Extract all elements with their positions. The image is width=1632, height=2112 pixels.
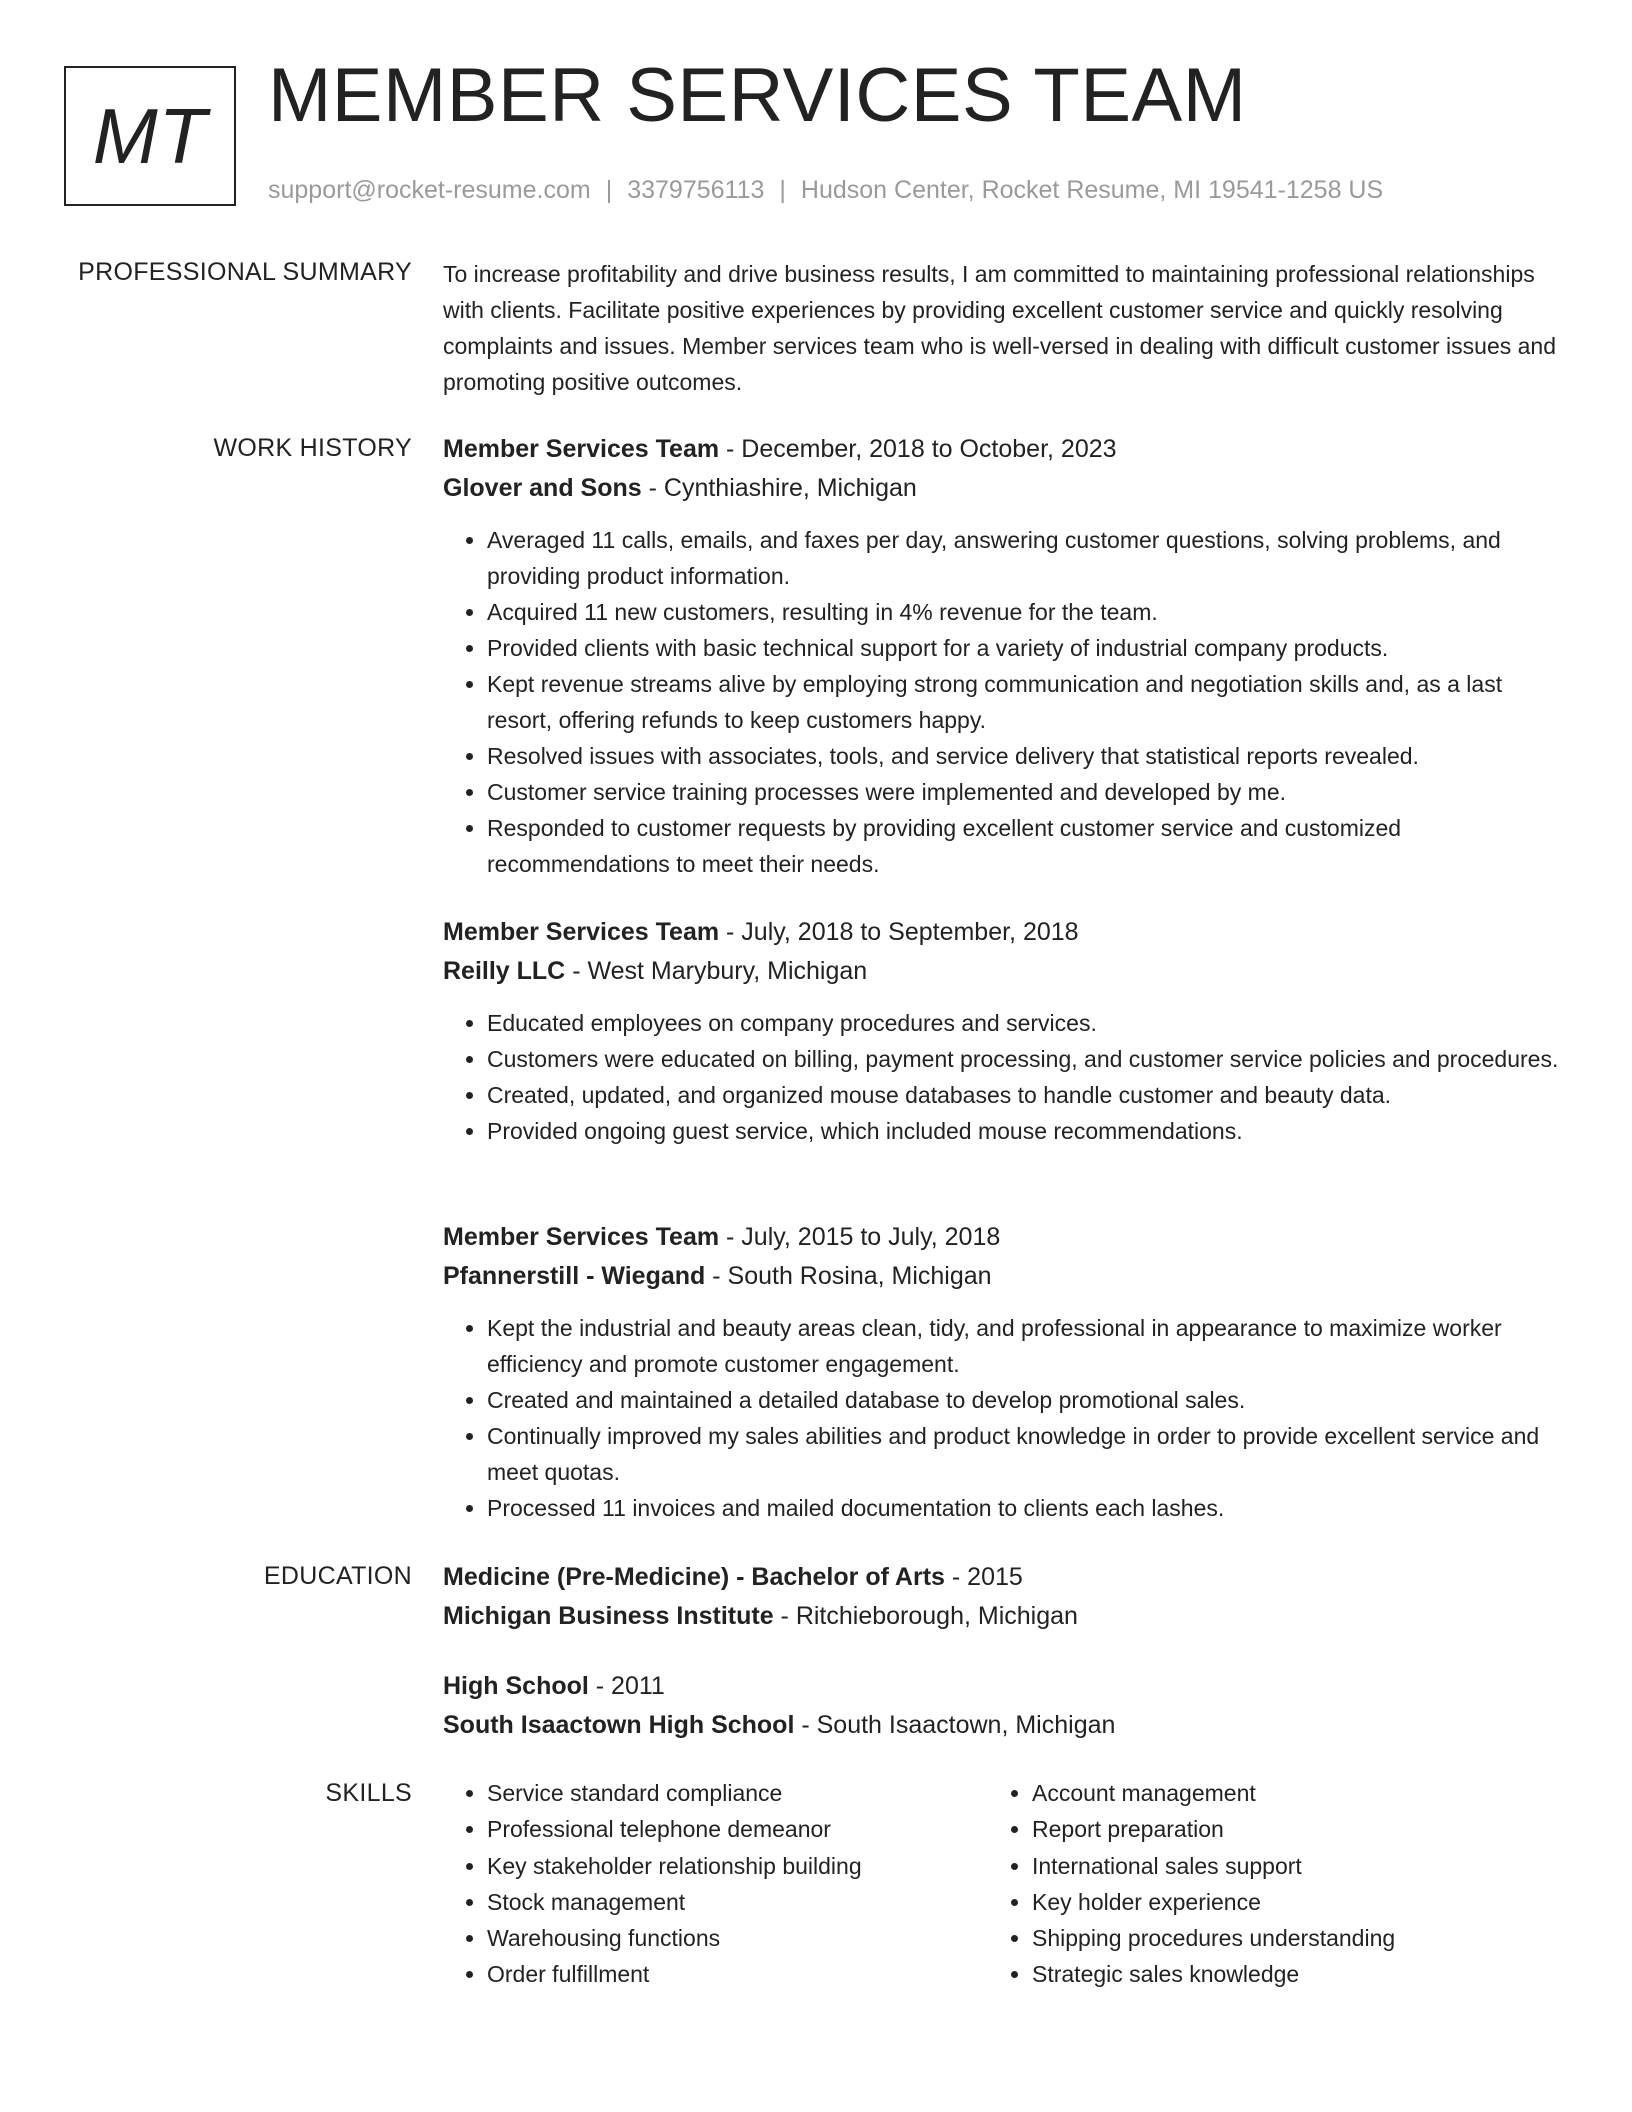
job-company: Pfannerstill - Wiegand — [443, 1262, 706, 1290]
education-school-line — [443, 1706, 1563, 1745]
education-school: Michigan Business Institute — [443, 1602, 774, 1630]
job-bullet: • Averaged 11 calls, emails, and faxes per day, answering customer questions, solving problems, and providing product information. — [487, 522, 1563, 594]
job-company: Glover and Sons — [443, 474, 642, 502]
job-bullets — [443, 1005, 1563, 1149]
skill-item: • Warehousing functions — [487, 1920, 983, 1956]
job-bullets — [443, 1310, 1563, 1526]
job-title-line — [443, 1218, 1563, 1257]
job-location: - South Rosina, Michigan — [705, 1262, 992, 1290]
education-year: - 2011 — [588, 1672, 665, 1700]
job-company-line — [443, 952, 1563, 991]
skills-list — [988, 1775, 1548, 1993]
skill-item: • Stock management — [487, 1884, 983, 1920]
contact-separator: | — [779, 176, 786, 204]
job-bullet: • Kept the industrial and beauty areas clean, tidy, and professional in appearance to maximize worker efficiency and promote customer engagement. — [487, 1310, 1563, 1382]
job-dates: - December, 2018 to October, 2023 — [719, 435, 1117, 463]
job-title: Member Services Team — [443, 918, 720, 946]
job-bullet: • Responded to customer requests by providing excellent customer service and customized recommendations to meet their needs. — [487, 810, 1563, 882]
education-school: South Isaactown High School — [443, 1711, 795, 1739]
job-bullet: • Processed 11 invoices and mailed documentation to clients each lashes. — [487, 1490, 1563, 1526]
job-entry — [443, 913, 1563, 1149]
job-bullet: • Created and maintained a detailed database to develop promotional sales. — [487, 1382, 1563, 1418]
skill-item: • Key stakeholder relationship building — [487, 1848, 983, 1884]
section-label-education: EDUCATION — [263, 1562, 412, 1590]
contact-email: support@rocket-resume.com — [268, 176, 591, 204]
monogram-initials: MT — [92, 91, 208, 180]
section-label-skills: SKILLS — [325, 1779, 412, 1807]
education-year: - 2015 — [944, 1563, 1023, 1591]
education-school-line — [443, 1597, 1563, 1636]
section-label-work-history: WORK HISTORY — [213, 434, 412, 462]
job-title: Member Services Team — [443, 1223, 720, 1251]
skill-item: • Key holder experience — [1032, 1884, 1548, 1920]
job-bullet: • Educated employees on company procedures and services. — [487, 1005, 1563, 1041]
job-bullet: • Continually improved my sales abilities and product knowledge in order to provide excellent service and meet quotas. — [487, 1418, 1563, 1490]
job-bullet: • Kept revenue streams alive by employing strong communication and negotiation skills and, as a last resort, offering refunds to keep customers happy. — [487, 666, 1563, 738]
skill-item: • International sales support — [1032, 1848, 1548, 1884]
education-degree-line — [443, 1667, 1563, 1706]
contact-separator: | — [605, 176, 613, 204]
skills-list — [443, 1775, 983, 1993]
section-label-summary: PROFESSIONAL SUMMARY — [78, 258, 412, 286]
job-title-line — [443, 430, 1563, 469]
job-bullet: • Provided ongoing guest service, which included mouse recommendations. — [487, 1113, 1563, 1149]
job-dates: - July, 2015 to July, 2018 — [719, 1223, 1001, 1251]
job-location: - Cynthiashire, Michigan — [641, 474, 917, 502]
skill-item: • Account management — [1032, 1775, 1548, 1811]
job-dates: - July, 2018 to September, 2018 — [719, 918, 1079, 946]
skills-column-right — [988, 1775, 1548, 1993]
job-bullets — [443, 522, 1563, 882]
job-entry — [443, 1218, 1563, 1526]
job-title: Member Services Team — [443, 435, 720, 463]
job-bullet: • Resolved issues with associates, tools, and service delivery that statistical reports revealed. — [487, 738, 1563, 774]
contact-phone: 3379756113 — [627, 176, 765, 204]
skill-item: • Shipping procedures understanding — [1032, 1920, 1548, 1956]
skill-item: • Strategic sales knowledge — [1032, 1956, 1548, 1992]
job-company-line — [443, 1257, 1563, 1296]
education-location: - Ritchieborough, Michigan — [773, 1602, 1078, 1630]
job-bullet: • Acquired 11 new customers, resulting in 4% revenue for the team. — [487, 594, 1563, 630]
job-location: - West Marybury, Michigan — [565, 957, 868, 985]
education-degree: High School — [443, 1672, 589, 1700]
education-location: - South Isaactown, Michigan — [794, 1711, 1116, 1739]
skill-item: • Service standard compliance — [487, 1775, 983, 1811]
skills-column-left — [443, 1775, 983, 1993]
education-degree: Medicine (Pre-Medicine) - Bachelor of Arts — [443, 1563, 945, 1591]
contact-address: Hudson Center, Rocket Resume, MI 19541-1258 US — [800, 176, 1384, 204]
education-degree-line — [443, 1558, 1563, 1597]
skill-item: • Report preparation — [1032, 1811, 1548, 1847]
job-company: Reilly LLC — [443, 957, 566, 985]
resume-name: MEMBER SERVICES TEAM — [268, 53, 1247, 138]
monogram-logo — [64, 66, 236, 206]
job-entry — [443, 430, 1563, 882]
summary-section — [443, 256, 1563, 400]
job-company-line — [443, 469, 1563, 508]
education-entry — [443, 1558, 1563, 1636]
education-entry — [443, 1667, 1563, 1745]
job-bullet: • Provided clients with basic technical support for a variety of industrial company products. — [487, 630, 1563, 666]
skill-item: • Order fulfillment — [487, 1956, 983, 1992]
job-bullet: • Customer service training processes were implemented and developed by me. — [487, 774, 1563, 810]
skill-item: • Professional telephone demeanor — [487, 1811, 983, 1847]
job-title-line — [443, 913, 1563, 952]
job-bullet: • Created, updated, and organized mouse databases to handle customer and beauty data. — [487, 1077, 1563, 1113]
skills-section — [443, 1775, 1563, 1995]
summary-text: To increase profitability and drive business results, I am committed to maintaining professional relationships with clients. Facilitate positive experiences by providing excellent customer service and quickly resolving complaints and issues. Member services team who is well-versed in dealing with difficult customer issues and promoting positive outcomes. — [443, 261, 1556, 395]
job-bullet: • Customers were educated on billing, payment processing, and customer service policies and procedures. — [487, 1041, 1563, 1077]
contact-line — [268, 175, 1383, 205]
